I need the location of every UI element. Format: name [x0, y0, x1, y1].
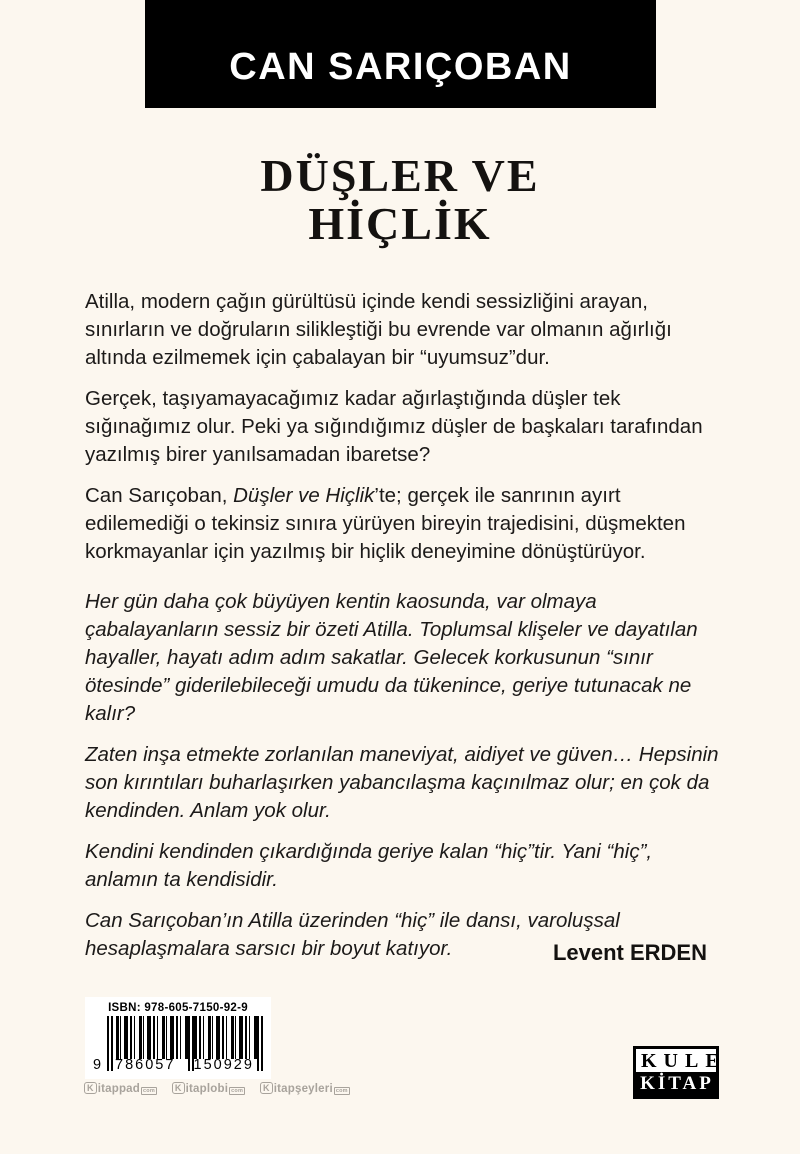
kitapseyleri-logo-text: itapşeyleri: [273, 1083, 333, 1095]
author-name: CAN SARIÇOBAN: [229, 45, 572, 88]
kitaplobi-k-icon: K: [172, 1082, 185, 1094]
kitappad-k-icon: K: [84, 1082, 97, 1094]
kitaplobi-suffix: com: [231, 1087, 244, 1094]
site-logos: [84, 1082, 350, 1095]
isbn-barcode: [85, 997, 271, 1079]
barcode-digits: [93, 1058, 263, 1073]
kitappad-logo-text: itappad: [97, 1083, 140, 1095]
publisher-logo-line1: KULE: [641, 1050, 726, 1072]
barcode-digit-left: 9: [93, 1057, 102, 1073]
book-title-line1: DÜŞLER VE: [260, 150, 540, 201]
barcode-digit-group2: 150929: [193, 1057, 254, 1073]
publisher-logo: [633, 1046, 726, 1099]
p3-book-title: Düşler ve Hiçlik: [233, 484, 375, 507]
endorser-name: Levent ERDEN: [552, 940, 707, 965]
synopsis-paragraph-3: [85, 482, 722, 566]
kitappad-logo: [84, 1082, 157, 1095]
book-title-line2: HİÇLİK: [308, 198, 492, 249]
kitapseyleri-suffix: com: [335, 1087, 348, 1094]
synopsis-paragraph-7: Can Sarıçoban’ın Atilla üzerinden “hiç” ile dansı, varoluşsal hesaplaşmalara sarsıcı bir boyut katıyor.: [85, 909, 620, 960]
publisher-logo-line2: KİTAP: [636, 1072, 716, 1096]
book-title: [0, 152, 800, 248]
barcode-bars: [93, 1016, 263, 1073]
synopsis-paragraph-6: Kendini kendinden çıkardığında geriye kalan “hiç”tir. Yani “hiç”, anlamın ta kendisidir.: [85, 840, 653, 891]
synopsis-paragraph-2: Gerçek, taşıyamayacağımız kadar ağırlaştığında düşler tek sığınağımız olur. Peki ya sığındığımız düşler de başkaları tarafından yazılmış birer yanılsamadan ibaretse?: [85, 387, 703, 466]
kitapseyleri-k-icon: K: [260, 1082, 273, 1094]
synopsis: [85, 288, 722, 976]
kitappad-suffix: com: [143, 1087, 155, 1094]
p3-prefix: Can Sarıçoban,: [85, 484, 234, 507]
kitaplobi-logo-text: itaplobi: [185, 1083, 229, 1095]
p3-suffix: ’te; gerçek ile sanrının ayırt edilemediği o tekinsiz sınıra yürüyen bireyin trajedisini, düşmekten korkmayanlar için yazılmış bir hiçlik deneyimine dönüştürüyor.: [85, 484, 686, 563]
author-bar: [145, 0, 656, 108]
barcode-digit-group1: 786057: [115, 1057, 176, 1073]
synopsis-paragraph-4: Her gün daha çok büyüyen kentin kaosunda, var olmaya çabalayanların sessiz bir özeti Atilla. Toplumsal klişeler ve dayatılan hayaller, hayatı adım adım sakatlar. Gelecek korkusunun “sınır ötesinde” giderilebileceği umudu da tükenince, geriye tutunacak ne kalır?: [85, 590, 698, 725]
barcode-stripes: [107, 1016, 263, 1059]
isbn-label: ISBN: 978-605-7150-92-9: [108, 1002, 248, 1014]
kitapseyleri-logo: [260, 1082, 350, 1095]
synopsis-paragraph-1: Atilla, modern çağın gürültüsü içinde kendi sessizliğini arayan, sınırların ve doğruların silikleştiği bu evrende var olmanın ağırlığı altında ezilmemek için çabalayan bir “uyumsuz”dur.: [85, 290, 672, 369]
synopsis-paragraph-5: Zaten inşa etmekte zorlanılan maneviyat, aidiyet ve güven… Hepsinin son kırıntıları buharlaşırken yabancılaşma kaçınılmaz olur; en çok da kendinden. Anlam yok olur.: [85, 743, 719, 822]
kitaplobi-logo: [172, 1082, 245, 1095]
